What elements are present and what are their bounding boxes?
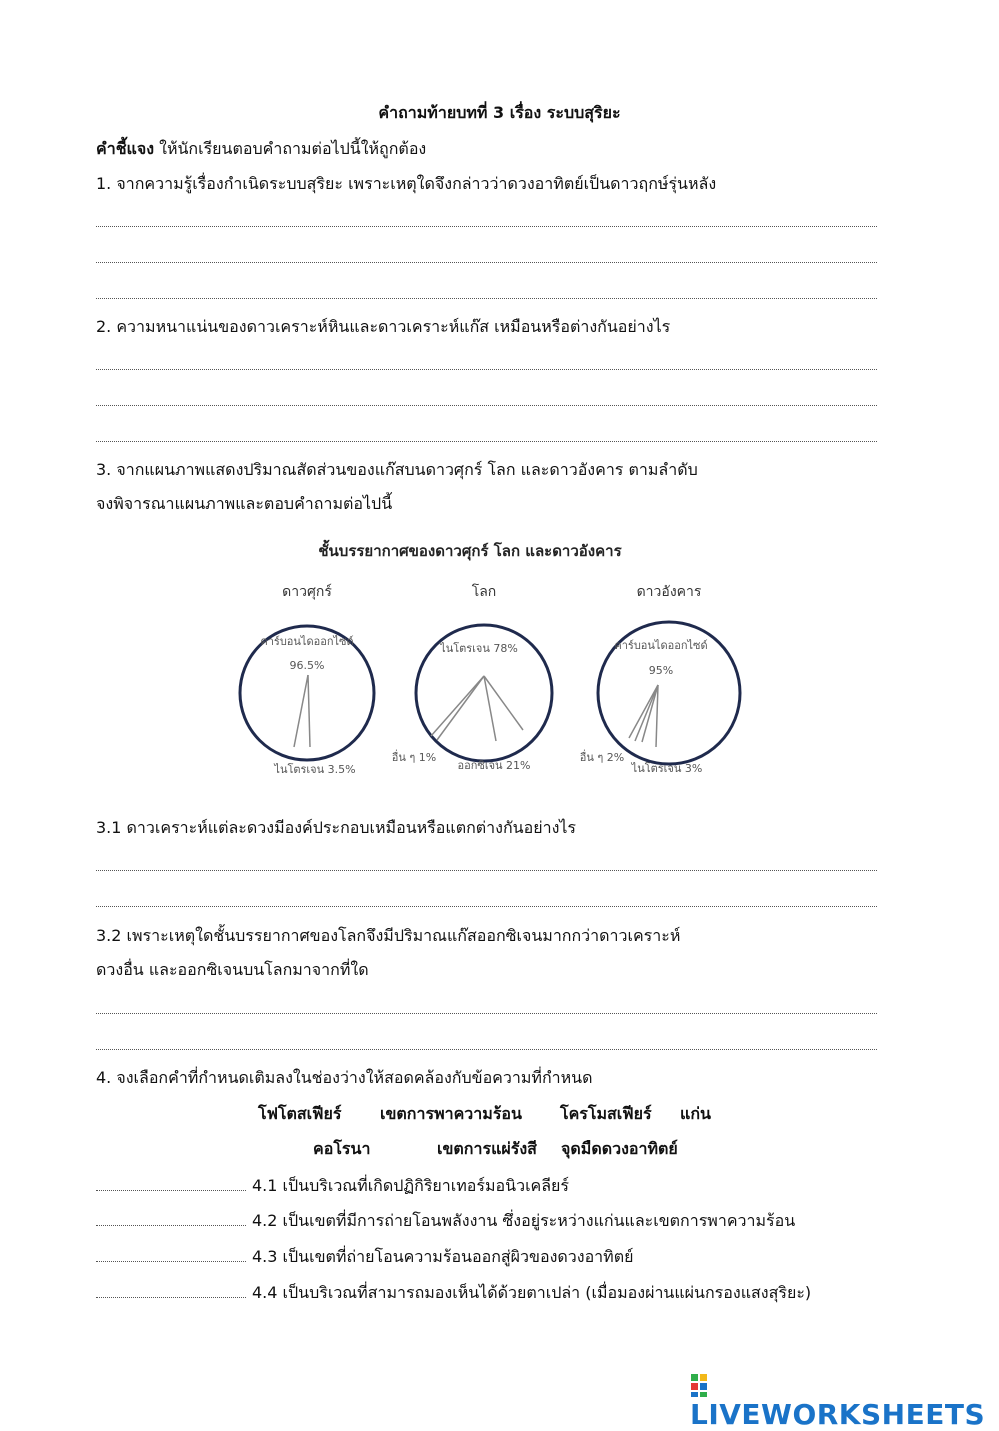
word-bank-item: เขตการพาความร้อน: [380, 1104, 522, 1123]
fill-item-4-3: [96, 1247, 633, 1267]
question-1: 1. จากความรู้เรื่องกำเนิดระบบสุริยะ เพราะเหตุใดจึงกล่าวว่าดวงอาทิตย์เป็นดาวฤกษ์รุ่นหลัง: [96, 174, 717, 193]
page-title: คำถามท้ายบทที่ 3 เรื่อง ระบบสุริยะ: [378, 103, 621, 122]
slice-label: คาร์บอนไดออกไซด์: [614, 639, 708, 652]
word-bank-item: โฟโตสเฟียร์: [258, 1104, 342, 1123]
slice-value-label: 96.5%: [289, 659, 325, 672]
slice-divider: [629, 685, 658, 738]
fill-item-text: 4.3 เป็นเขตที่ถ่ายโอนความร้อนออกสู่ผิวของดวงอาทิตย์: [252, 1247, 634, 1266]
word-bank-item: เขตการแผ่รังสี: [437, 1139, 537, 1158]
question-3-1: 3.1 ดาวเคราะห์แต่ละดวงมีองค์ประกอบเหมือนหรือแตกต่างกันอย่างไร: [96, 818, 577, 837]
word-bank-item: โครโมสเฟียร์: [560, 1104, 652, 1123]
slice-divider: [431, 676, 484, 736]
slice-divider: [656, 685, 658, 747]
question-3-2-line-1: 3.2 เพราะเหตุใดชั้นบรรยากาศของโลกจึงมีปริมาณแก๊สออกซิเจนมากกว่าดาวเคราะห์: [96, 926, 681, 945]
slice-divider: [635, 685, 658, 741]
liveworksheets-wordmark: LIVEWORKSHEETS: [690, 1398, 986, 1431]
answer-line-q1-2[interactable]: [96, 262, 877, 263]
slice-label: อื่น ๆ 1%: [391, 751, 437, 764]
slice-divider: [484, 676, 496, 741]
slice-label: ไนโตรเจน 78%: [440, 642, 518, 655]
question-2: 2. ความหนาแน่นของดาวเคราะห์หินและดาวเคราะห์แก๊ส เหมือนหรือต่างกันอย่างไร: [96, 317, 671, 336]
word-bank-item: คอโรนา: [313, 1139, 371, 1158]
word-bank-item: จุดมืดดวงอาทิตย์: [561, 1139, 678, 1158]
word-bank-item: แก่น: [680, 1104, 711, 1123]
slice-divider: [308, 675, 310, 747]
planet-name-label: ดาวศุกร์: [282, 584, 332, 600]
atmosphere-pie-chart: [230, 535, 760, 785]
question-3-2-line-2: ดวงอื่น และออกซิเจนบนโลกมาจากที่ใด: [96, 960, 369, 979]
fill-blank-4-3[interactable]: [96, 1261, 246, 1262]
answer-line-q3-2-1[interactable]: [96, 1013, 877, 1014]
question-3-line-1: 3. จากแผนภาพแสดงปริมาณสัดส่วนของแก๊สบนดาวศุกร์ โลก และดาวอังคาร ตามลำดับ: [96, 460, 698, 479]
fill-item-text: 4.1 เป็นบริเวณที่เกิดปฏิกิริยาเทอร์มอนิวเคลียร์: [252, 1176, 570, 1195]
slice-value-label: 95%: [648, 664, 674, 677]
answer-line-q2-2[interactable]: [96, 405, 877, 406]
slice-label: ไนโตรเจน 3%: [631, 762, 703, 775]
slice-label: คาร์บอนไดออกไซด์: [260, 635, 354, 648]
fill-item-4-2: [96, 1211, 795, 1231]
liveworksheets-mark-icon: [690, 1372, 716, 1398]
fill-blank-4-2[interactable]: [96, 1225, 246, 1226]
answer-line-q2-1[interactable]: [96, 369, 877, 370]
instruction: [96, 139, 426, 159]
answer-line-q1-3[interactable]: [96, 298, 877, 299]
fill-blank-4-4[interactable]: [96, 1297, 246, 1298]
slice-divider: [484, 676, 523, 730]
answer-line-q3-1-1[interactable]: [96, 870, 877, 871]
question-4: 4. จงเลือกคำที่กำหนดเติมลงในช่องว่างให้สอดคล้องกับข้อความที่กำหนด: [96, 1068, 593, 1087]
answer-line-q3-1-2[interactable]: [96, 906, 877, 907]
planet-name-label: โลก: [471, 584, 497, 600]
slice-divider: [642, 685, 658, 742]
slice-divider: [437, 676, 484, 740]
chart-title: ชั้นบรรยากาศของดาวศุกร์ โลก และดาวอังคาร: [318, 542, 622, 560]
instruction-label: คำชี้แจง: [96, 139, 155, 158]
slice-label: ไนโตรเจน 3.5%: [274, 763, 356, 776]
answer-line-q3-2-2[interactable]: [96, 1049, 877, 1050]
slice-label: อื่น ๆ 2%: [579, 751, 625, 764]
question-3-line-2: จงพิจารณาแผนภาพและตอบคำถามต่อไปนี้: [96, 494, 393, 513]
slice-label: ออกซิเจน 21%: [457, 759, 531, 772]
slice-divider: [294, 675, 308, 747]
planet-name-label: ดาวอังคาร: [636, 584, 702, 600]
answer-line-q1-1[interactable]: [96, 226, 877, 227]
liveworksheets-logo: [690, 1372, 999, 1431]
fill-item-4-1: [96, 1176, 569, 1196]
fill-blank-4-1[interactable]: [96, 1190, 246, 1191]
instruction-text: ให้นักเรียนตอบคำถามต่อไปนี้ให้ถูกต้อง: [154, 139, 427, 158]
fill-item-text: 4.2 เป็นเขตที่มีการถ่ายโอนพลังงาน ซึ่งอยู่ระหว่างแก่นและเขตการพาความร้อน: [252, 1211, 796, 1230]
answer-line-q2-3[interactable]: [96, 441, 877, 442]
fill-item-4-4: [96, 1283, 811, 1303]
fill-item-text: 4.4 เป็นบริเวณที่สามารถมองเห็นได้ด้วยตาเปล่า (เมื่อมองผ่านแผ่นกรองแสงสุริยะ): [252, 1283, 812, 1302]
